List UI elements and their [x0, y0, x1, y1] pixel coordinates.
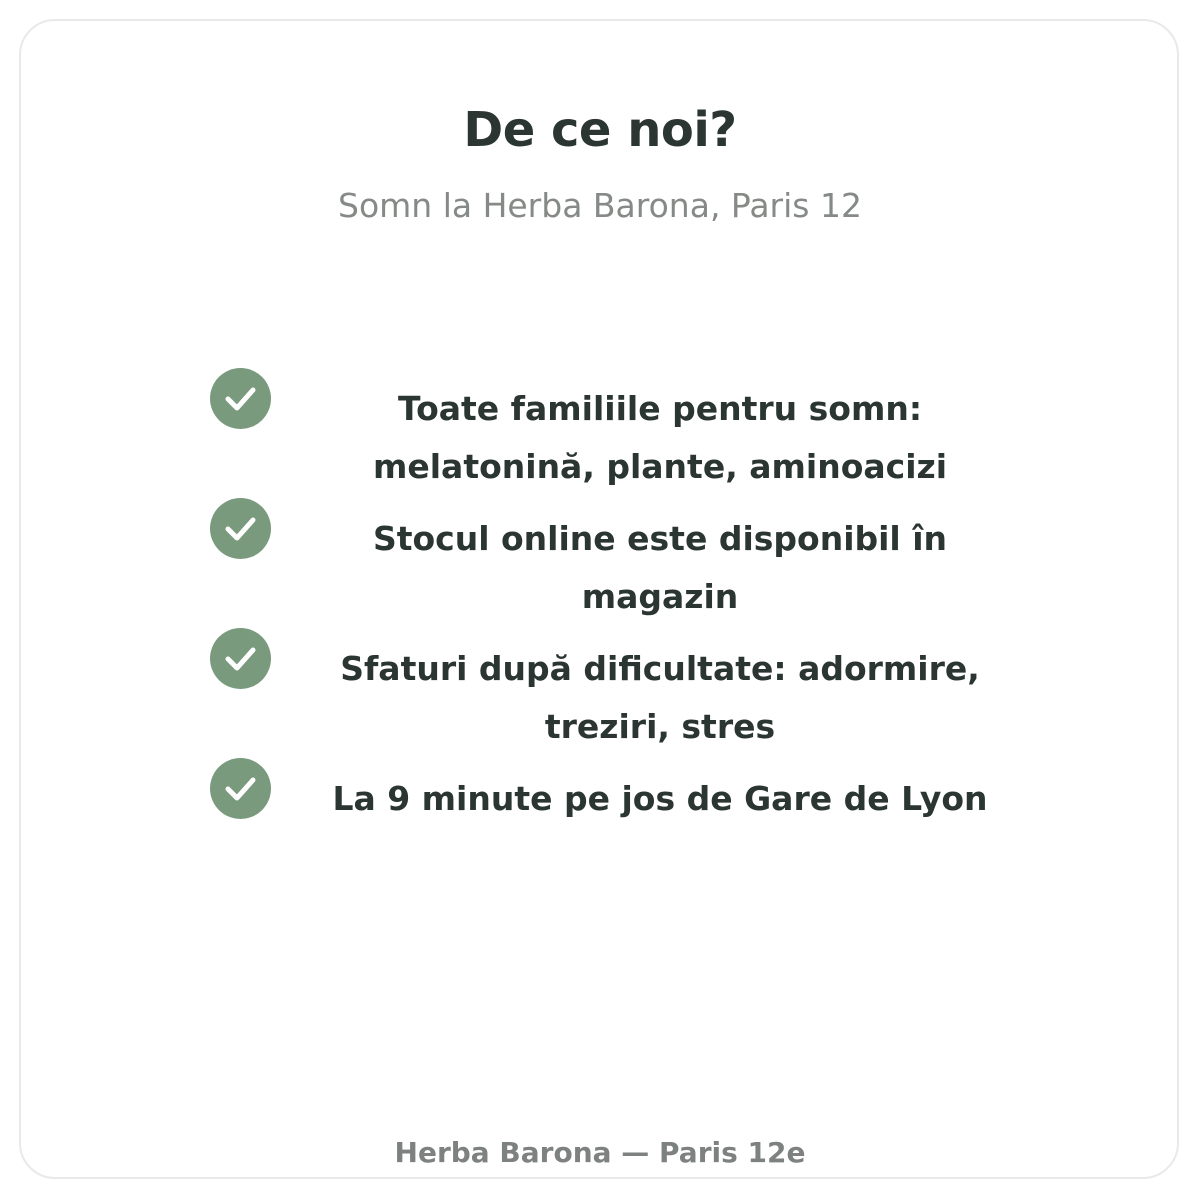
page-subtitle: Somn la Herba Barona, Paris 12	[338, 186, 862, 225]
check-circle-icon	[210, 498, 271, 559]
check-circle-icon	[210, 758, 271, 819]
footer-brand: Herba Barona — Paris 12e	[394, 1136, 806, 1169]
benefit-text: La 9 minute pe jos de Gare de Lyon	[332, 779, 988, 818]
benefit-text: Toate familiile pentru somn: melatonină, plante, aminoacizi	[372, 389, 948, 486]
page-title: De ce noi?	[463, 102, 737, 158]
benefit-text: Stocul online este disponibil în magazin	[372, 519, 948, 616]
benefit-text: Sfaturi după dificultate: adormire, treziri, stres	[340, 649, 980, 746]
check-circle-icon	[210, 368, 271, 429]
check-circle-icon	[210, 628, 271, 689]
